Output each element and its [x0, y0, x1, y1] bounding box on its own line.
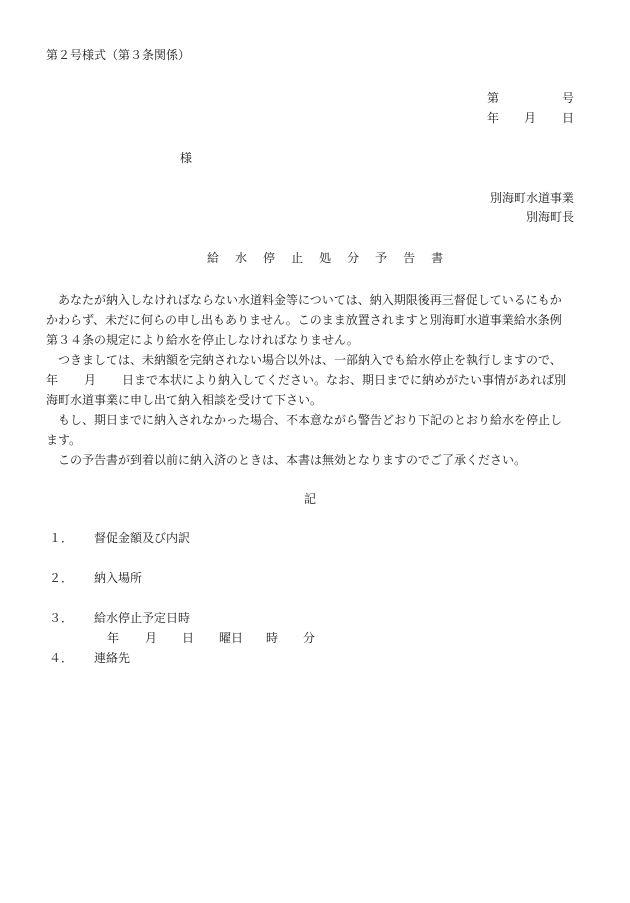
body-line: 第３４条の規定により給水を停止しなければなりません。 [46, 333, 359, 347]
item-label: 督促金額及び内訳 [94, 531, 191, 545]
body-line: 海町水道事業に申し出て納入相談を受けて下さい。 [46, 393, 323, 407]
number-suffix: 号 [562, 91, 575, 105]
date-month: 月 [524, 111, 537, 125]
schedule-month: 月 [145, 631, 158, 645]
date-year: 年 [487, 111, 500, 125]
title-char: 水 [235, 251, 248, 265]
form-label: 第２号様式（第３条関係） [46, 48, 191, 62]
p2-month: 月 [84, 373, 97, 387]
body-line: この予告書が到着以前に納入済のときは、本書は無効となりますのでご了承ください。 [58, 453, 527, 467]
body-paragraph-3 [46, 410, 586, 450]
item-number: ２． [49, 571, 74, 585]
body-line: もし、期日までに納入されなかった場合、不本意ながら警告どおり下記のとおり給水を停止し [58, 413, 563, 427]
schedule-hour: 時 [266, 631, 279, 645]
item-label: 納入場所 [94, 571, 143, 585]
addressee-suffix: 様 [180, 151, 193, 165]
body-paragraph-2 [46, 350, 586, 410]
schedule-minute: 分 [303, 631, 316, 645]
title-char: 停 [263, 251, 276, 265]
schedule-year: 年 [107, 631, 120, 645]
title-char: 給 [207, 251, 220, 265]
item-number: １． [49, 531, 74, 545]
body-paragraph-4 [46, 450, 586, 470]
body-line: かわらず、未だに何らの申し出もありません。このまま放置されますと別海町水道事業給水条例 [46, 313, 562, 327]
ki-heading: 記 [304, 492, 317, 506]
p2-year: 年 [46, 373, 59, 387]
item-label: 連絡先 [94, 651, 131, 665]
number-prefix: 第 [487, 91, 500, 105]
schedule-weekday: 曜日 [219, 631, 244, 645]
sender-title: 別海町長 [525, 210, 574, 224]
body-line: あなたが納入しなければならない水道料金等については、納入期限後再三督促しているにもか [58, 293, 562, 307]
title-char: 告 [403, 251, 416, 265]
body-line: 日まで本状により納入してください。なお、期日までに納めがたい事情があれば別 [122, 373, 567, 387]
body-line-date [46, 370, 586, 390]
date-day: 日 [562, 111, 575, 125]
document-title [207, 250, 443, 266]
item-number: ４． [49, 651, 74, 665]
item-label: 給水停止予定日時 [94, 611, 191, 625]
item-number: ３． [49, 611, 74, 625]
body-line: ます。 [46, 433, 82, 447]
schedule-day: 日 [182, 631, 195, 645]
sender-organization: 別海町水道事業 [489, 191, 574, 205]
body-paragraph-1 [46, 290, 586, 350]
body-line: つきましては、未納額を完納されない場合以外は、一部納入でも給水停止を執行しますので、 [58, 353, 562, 367]
title-char: 止 [291, 251, 304, 265]
title-char: 書 [431, 251, 444, 265]
title-char: 予 [375, 251, 388, 265]
title-char: 分 [347, 251, 360, 265]
title-char: 処 [319, 251, 332, 265]
